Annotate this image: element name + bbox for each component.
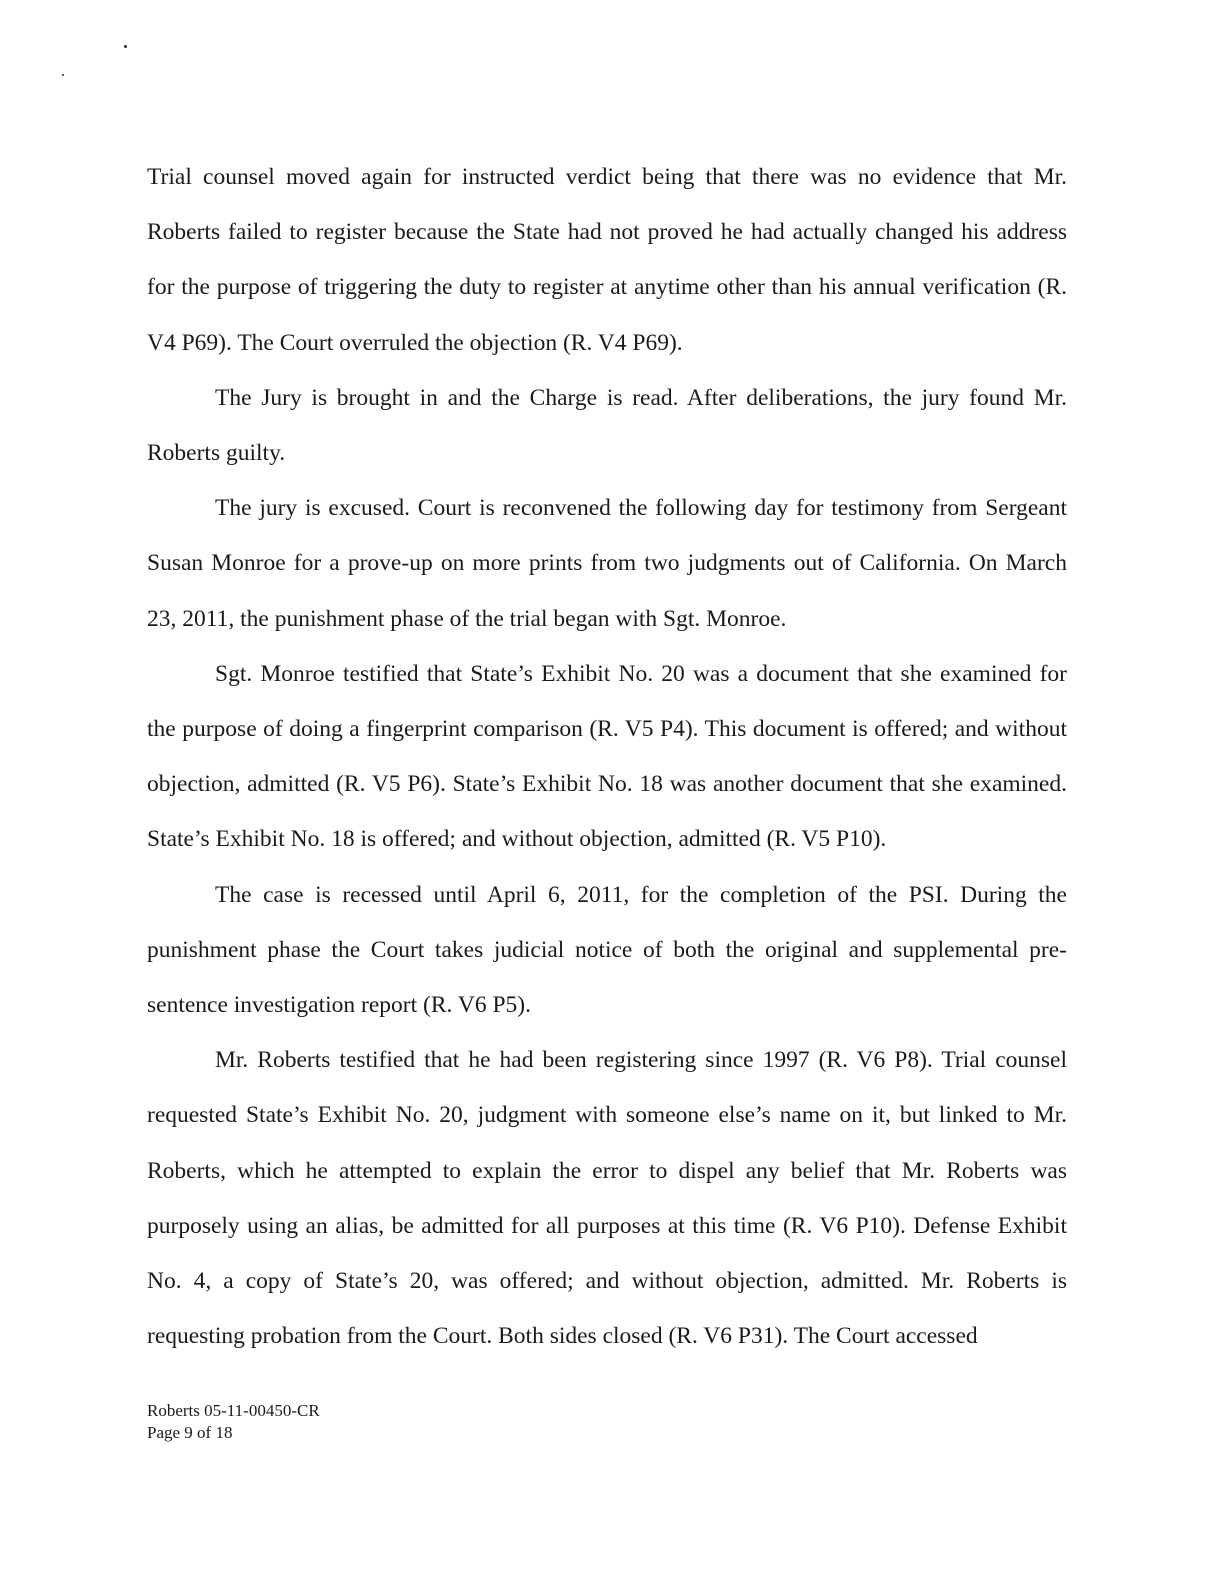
paragraph-roberts-testimony: Mr. Roberts testified that he had been registering since 1997 (R. V6 P8). Trial counsel requested State’s Exhibit No. 20, judgment with someone else’s name on it, but linked to Mr. Roberts, which he attempted to explain the error to dispel any belief that Mr. Roberts was purposely using an alias, be admitted for all purposes at this time (R. V6 P10). Defense Exhibit No. 4, a copy of State’s 20, was offered; and without objection, admitted. Mr. Roberts is requesting probation from the Court. Both sides closed (R. V6 P31). The Court accessed bbox=[147, 1047, 1067, 1350]
paragraph-monroe-testimony: Sgt. Monroe testified that State’s Exhibit No. 20 was a document that she examined for the purpose of doing a fingerprint comparison (R. V5 P4). This document is offered; and without objection, admitted (R. V5 P6). State’s Exhibit No. 18 was another document that she examined. State’s Exhibit No. 18 is offered; and without objection, admitted (R. V5 P10). bbox=[147, 660, 1067, 853]
paragraph-instructed-verdict: Trial counsel moved again for instructed verdict being that there was no evidence that Mr. Roberts failed to register because the State had not proved he had actually changed his address for the purpose of triggering the duty to register at anytime other than his annual verification (R. V4 P69). The Court overruled the objection (R. V4 P69). bbox=[147, 164, 1067, 356]
paragraph-jury-charge: The Jury is brought in and the Charge is read. After deliberations, the jury found Mr. Roberts guilty. bbox=[147, 384, 1067, 467]
scan-speck bbox=[62, 74, 64, 76]
paragraph-jury-excused: The jury is excused. Court is reconvened the following day for testimony from Sergeant Susan Monroe for a prove-up on more prints from two judgments out of California. On March 23, 2011, the punishment phase of the trial began with Sgt. Monroe. bbox=[147, 495, 1067, 632]
footer-page-number: Page 9 of 18 bbox=[147, 1423, 233, 1442]
page-footer bbox=[147, 1400, 320, 1444]
footer-case-number: Roberts 05-11-00450-CR bbox=[147, 1401, 320, 1420]
paragraph-recess-psi: The case is recessed until April 6, 2011, for the completion of the PSI. During the punishment phase the Court takes judicial notice of both the original and supplemental pre-sentence investigation report (R. V6 P5). bbox=[147, 881, 1067, 1019]
document-body bbox=[147, 150, 1067, 1364]
scan-speck bbox=[124, 45, 127, 48]
